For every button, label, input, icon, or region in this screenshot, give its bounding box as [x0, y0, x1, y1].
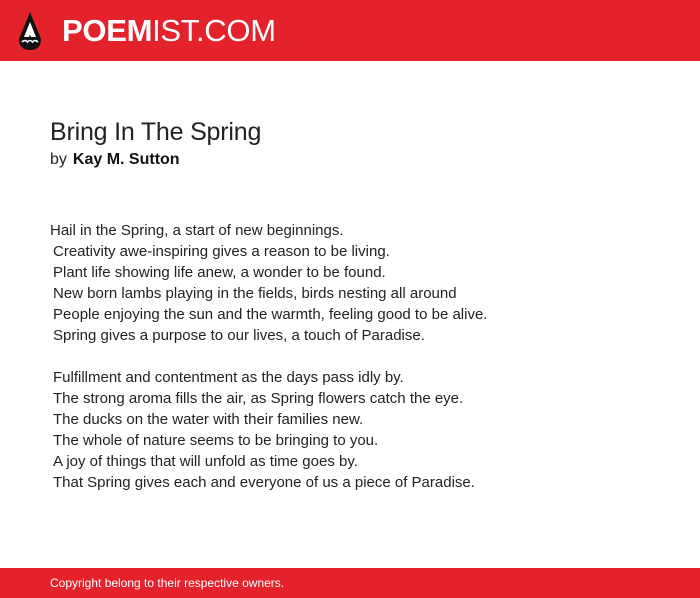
poem-body [50, 220, 670, 493]
poem-line: The whole of nature seems to be bringing to you. [53, 432, 379, 449]
poem-byline [50, 150, 670, 170]
site-header [0, 0, 700, 61]
poem-stanza-2 [50, 367, 670, 493]
poem-line: People enjoying the sun and the warmth, feeling good to be alive. [53, 306, 488, 323]
poem-stanza-1 [50, 220, 670, 346]
poem-content [50, 116, 670, 514]
poem-line: The strong aroma fills the air, as Spring flowers catch the eye. [53, 390, 464, 407]
by-label: by [50, 151, 67, 168]
copyright-text: Copyright belong to their respective owners. [50, 576, 285, 590]
site-logo-link[interactable] [18, 11, 276, 51]
poem-line: Plant life showing life anew, a wonder to be found. [53, 264, 386, 281]
poem-line: Spring gives a purpose to our lives, a touch of Paradise. [53, 327, 425, 344]
brand-name-bold: POEM [62, 13, 153, 48]
site-footer [0, 568, 700, 598]
author-link[interactable]: Kay M. Sutton [72, 151, 180, 168]
poem-line: That Spring gives each and everyone of us a piece of Paradise. [53, 474, 475, 491]
poem-line: A joy of things that will unfold as time goes by. [53, 453, 358, 470]
poem-line: The ducks on the water with their families new. [53, 411, 364, 428]
poem-line: Fulfillment and contentment as the days pass idly by. [53, 369, 404, 386]
pencil-tip-icon [18, 11, 42, 51]
poem-line: Hail in the Spring, a start of new beginnings. [50, 222, 344, 239]
brand-name [62, 15, 276, 46]
poem-title: Bring In The Spring [50, 118, 262, 146]
brand-name-light: IST.COM [152, 13, 276, 48]
poem-line: New born lambs playing in the fields, birds nesting all around [53, 285, 457, 302]
poem-line: Creativity awe-inspiring gives a reason to be living. [53, 243, 390, 260]
